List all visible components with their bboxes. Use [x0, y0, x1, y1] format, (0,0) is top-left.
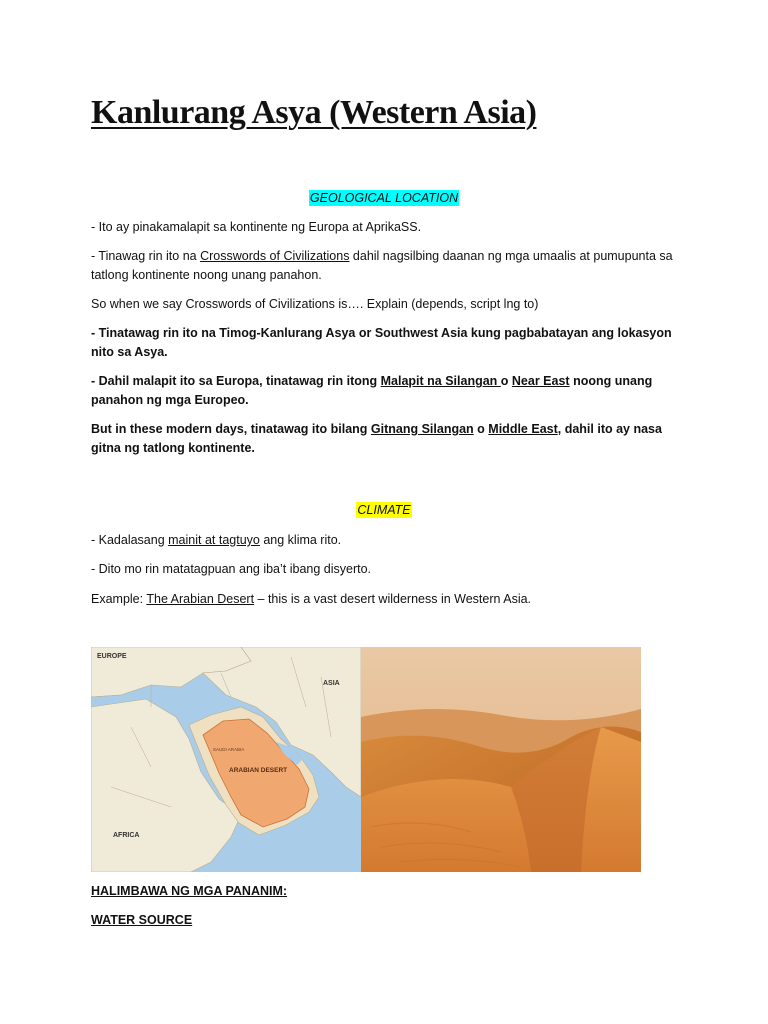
text-run: - Tinawag rin ito na	[91, 249, 201, 263]
heading-highlight: CLIMATE	[357, 503, 411, 517]
term-gitnang-silangan: Gitnang Silangan	[370, 422, 474, 436]
page-title: Kanlurang Asya (Western Asia)	[91, 94, 537, 131]
map-label-africa: AFRICA	[113, 832, 140, 839]
term-arabian-desert: The Arabian Desert	[146, 592, 255, 606]
text-run: But in these modern days, tinatawag ito bilang	[91, 422, 371, 436]
text-run: o	[473, 422, 489, 436]
text-run: - Kadalasang	[91, 533, 169, 547]
desert-photo	[361, 647, 641, 872]
text-run: Example:	[91, 592, 147, 606]
paragraph-climate-1	[91, 531, 681, 550]
paragraph-climate-3	[91, 590, 681, 609]
arabian-desert-map	[91, 647, 361, 872]
text-run: ang klima rito.	[259, 533, 342, 547]
subheading-crops: HALIMBAWA NG MGA PANANIM:	[91, 884, 288, 898]
term-malapit-na-silangan: Malapit na Silangan	[380, 374, 501, 388]
text-run: – this is a vast desert wilderness in Western Asia.	[254, 592, 532, 606]
heading-highlight: GEOLOGICAL LOCATION	[309, 191, 459, 205]
map-label-arabian-desert: ARABIAN DESERT	[229, 767, 288, 774]
term-mainit-at-tagtuyo: mainit at tagtuyo	[168, 533, 260, 547]
map-label-asia: ASIA	[323, 680, 340, 687]
term-near-east: Near East	[511, 374, 570, 388]
map-label-saudi-arabia: SAUDI ARABIA	[213, 747, 245, 752]
term-middle-east: Middle East	[488, 422, 558, 436]
paragraph-climate-2: - Dito mo rin matatagpuan ang iba’t ibang disyerto.	[91, 562, 372, 576]
section-heading-geological-location	[0, 191, 768, 205]
text-run: dahil nagsilbing daanan ng mga umaalis at pumupunta sa tatlong kontinente noong unang panahon.	[91, 249, 673, 282]
section-heading-climate	[0, 503, 768, 517]
text-run: noong unang panahon ng mga Europeo.	[91, 374, 653, 407]
paragraph-geo-4: - Tinatawag rin ito na Timog-Kanlurang Asya or Southwest Asia kung pagbabatayan ang lokasyon nito sa Asya.	[91, 326, 672, 359]
desert-photo-graphic	[361, 647, 641, 872]
term-crosswords-of-civilizations: Crosswords of Civilizations	[200, 249, 350, 263]
text-run: - Dahil malapit ito sa Europa, tinatawag rin itong	[91, 374, 381, 388]
map-label-europe: EUROPE	[97, 653, 127, 660]
text-run: o	[500, 374, 512, 388]
paragraph-geo-1: - Ito ay pinakamalapit sa kontinente ng Europa at AprikaSS.	[91, 220, 422, 234]
subheading-water-source: WATER SOURCE	[91, 913, 193, 927]
text-run: , dahil ito ay nasa gitna ng tatlong kontinente.	[91, 422, 662, 455]
paragraph-geo-5	[91, 372, 681, 410]
map-graphic	[91, 647, 361, 872]
paragraph-geo-3: So when we say Crosswords of Civilizations is…. Explain (depends, script lng to)	[91, 297, 539, 311]
paragraph-geo-2	[91, 247, 681, 285]
paragraph-geo-6	[91, 420, 681, 458]
